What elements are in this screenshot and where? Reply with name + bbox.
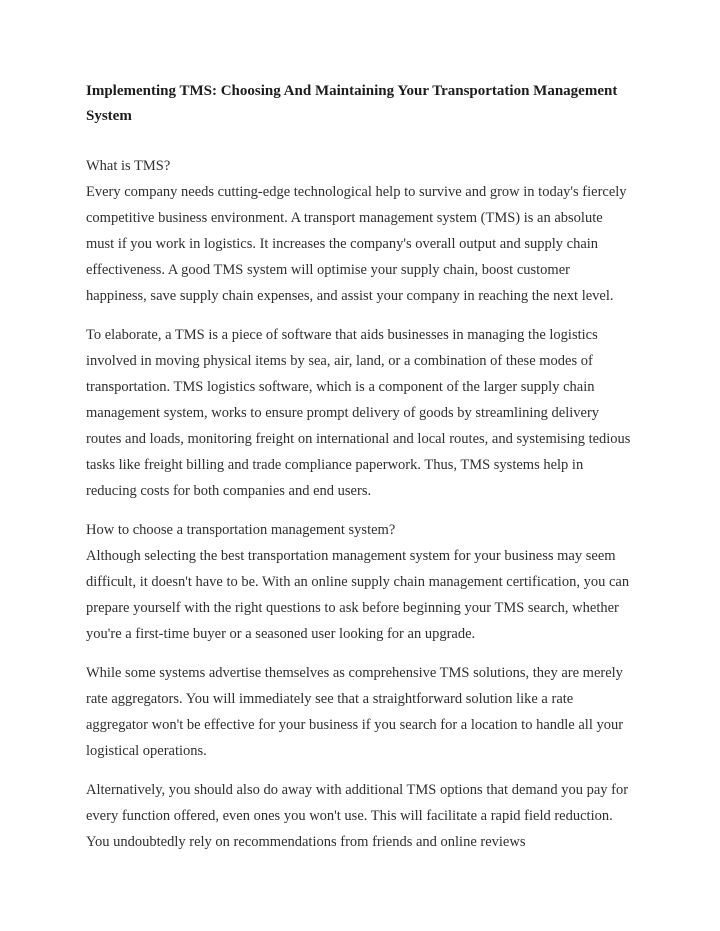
section-how-to-choose bbox=[86, 517, 634, 855]
section-heading-how-to-choose: How to choose a transportation management system? bbox=[86, 522, 396, 538]
paragraph: Every company needs cutting-edge technological help to survive and grow in today's fiercely competitive business environment. A transport management system (TMS) is an absolute must if you work in logistics. It increases the company's overall output and supply chain effectiveness. A good TMS system will optimise your supply chain, boost customer happiness, save supply chain expenses, and assist your company in reaching the next level. bbox=[86, 184, 627, 304]
paragraph: While some systems advertise themselves as comprehensive TMS solutions, they are merely rate aggregators. You will immediately see that a straightforward solution like a rate aggregator won't be effective for your business if you search for a location to handle all your logistical operations. bbox=[86, 665, 624, 759]
paragraph: To elaborate, a TMS is a piece of software that aids businesses in managing the logistics involved in moving physical items by sea, air, land, or a combination of these modes of transportation. TMS logistics software, which is a component of the larger supply chain management system, works to ensure prompt delivery of goods by streamlining delivery routes and loads, monitoring freight on international and local routes, and systemising tedious tasks like freight billing and trade compliance paperwork. Thus, TMS systems help in reducing costs for both companies and end users. bbox=[86, 327, 631, 499]
document-title: Implementing TMS: Choosing And Maintaining Your Transportation Management System bbox=[86, 83, 618, 124]
paragraph: Although selecting the best transportation management system for your business may seem difficult, it doesn't have to be. With an online supply chain management certification, you can prepare yourself with the right questions to ask before beginning your TMS search, whether you're a first-time buyer or a seasoned user looking for an upgrade. bbox=[86, 548, 630, 642]
paragraph: Alternatively, you should also do away with additional TMS options that demand you pay for every function offered, even ones you won't use. This will facilitate a rapid field reduction. You undoubtedly rely on recommendations from friends and online reviews bbox=[86, 782, 629, 850]
section-what-is-tms bbox=[86, 153, 634, 504]
section-heading-what-is-tms: What is TMS? bbox=[86, 158, 171, 174]
